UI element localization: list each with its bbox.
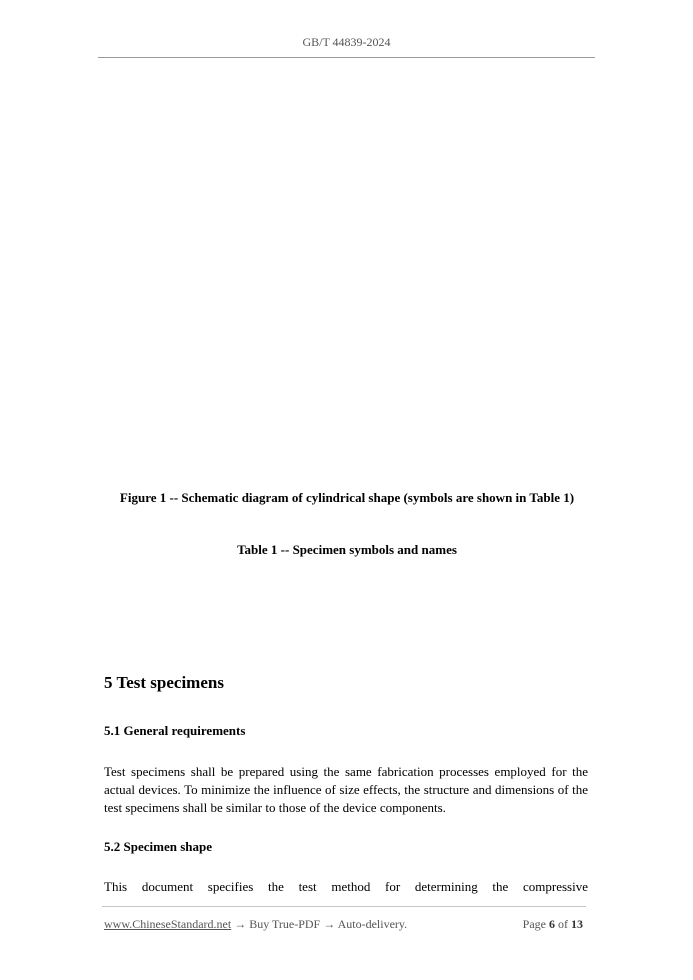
figure-caption: Figure 1 -- Schematic diagram of cylindrical shape (symbols are shown in Table 1) (119, 490, 575, 505)
subsection-heading-general-requirements: 5.1 General requirements (104, 723, 246, 738)
paragraph-specimen-shape: This document specifies the test method for determining the compressive (104, 879, 588, 894)
page-of-label: of (558, 917, 568, 931)
paragraph-general-requirements: Test specimens shall be prepared using the same fabrication processes employed for the actual devices. To minimize the influence of size effects, the structure and dimensions of the test specimens shall be similar to those of the device components. (104, 764, 588, 815)
subsection-heading-specimen-shape: 5.2 Specimen shape (104, 839, 212, 854)
section-heading-test-specimens: 5 Test specimens (104, 673, 224, 692)
arrow-right-icon: → (323, 917, 336, 931)
standard-number: GB/T 44839-2024 (302, 35, 391, 49)
header-divider (98, 57, 595, 58)
page-total: 13 (571, 917, 583, 931)
site-link[interactable]: www.ChineseStandard.net (104, 917, 232, 931)
page-indicator (523, 917, 583, 932)
buy-true-pdf-text: Buy True-PDF (249, 917, 321, 931)
page-label: Page (522, 917, 546, 931)
document-header (0, 35, 693, 50)
footer-promo (104, 917, 407, 932)
arrow-right-icon: → (234, 917, 247, 931)
page-current: 6 (549, 917, 555, 931)
footer-divider (102, 906, 586, 907)
auto-delivery-text: Auto-delivery. (337, 917, 408, 931)
table-caption: Table 1 -- Specimen symbols and names (237, 542, 457, 557)
